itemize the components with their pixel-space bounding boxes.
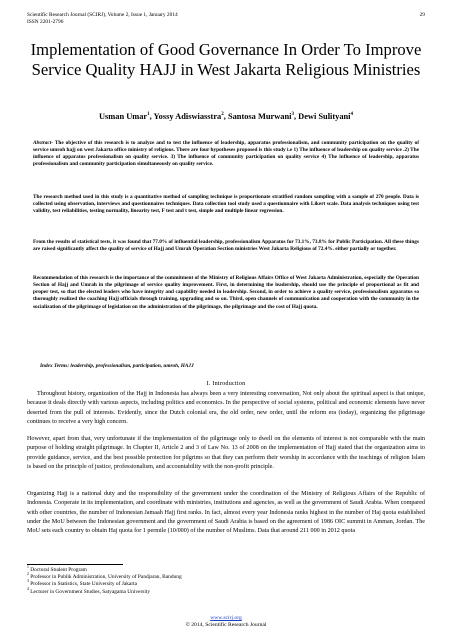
abstract-paragraph: The research method used in this study is a quantitative method of sampling technique is proportionate stratified random sampling with a sample of 270 people. Data is collected using observation, interviews and questionnaires techniques. Data collection tool study used a questionnaire with Likert scale. Data analysis techniques using test validity, test reliabilities, testing normality, linearity test, F test and t test, simple and multiple linear regression. <box>33 194 419 215</box>
body-paragraph: Organizing Hajj is a national duty and the responsibility of the government under the coordination of the Ministry of Religious Affairs of the Republic of Indonesia. Cooperate in its implementation, and coordinate with ministries, institutions and agencies, as well as the government of Saudi Arabia. When compared with other countries, the number of Indonesian Jamaah Hajj first ranks. In fact, almost every year Indonesia ranks highest in the number of Haj quota established under the MoU between the Indonesian government and the government of Saudi Arabia is based on the agreement of 1986 OIC summit in Amman, Jordan. The MoU sets each country to obtain Haj quota for 1 permile (10/000) of the number of Muslims. Data that around 211 000 in 2012 quota <box>27 491 425 535</box>
footnote-text: Doctoral Student Program <box>30 567 87 573</box>
footnotes <box>27 567 182 596</box>
author-mark: 1 <box>147 112 150 118</box>
journal-line: Scientific Research Journal (SCIRJ), Volume 2, Issue 1, January 2014 <box>27 12 178 18</box>
footnote-mark: 2 <box>27 572 29 577</box>
author-line: Usman Umar$^1$, Yossy Adiswiasstra$^2$, Santosa Murwani$^3$, Dewi Sulityani$^4$ <box>98 112 354 121</box>
copyright: © 2014, Scientific Research Journal <box>185 622 267 629</box>
abstract-paragraph <box>33 140 419 169</box>
footnote-divider <box>27 564 123 565</box>
footnote <box>27 581 182 588</box>
author-mark: 2 <box>221 112 224 118</box>
author-mark: 3 <box>291 112 294 118</box>
footnote-text: Professor in Publik Administration, University of Pandjaran, Bandung <box>30 574 182 581</box>
issn-line: ISSN 2201-2796 <box>27 19 64 25</box>
abstract-paragraph: From the results of statistical tests, it was found that 77.0% of influential leadership, professionalism Apparatus for 73.1%, 73.8% for Public Participation. All these things are raised significantly affect the quality of service of Hajj and Umrah Operation Section ministries West Jakarta Religious of 72.4%. either partially or together. <box>33 239 419 253</box>
abstract-paragraph: Recommendation of this research is the importance of the commitment of the Ministry of Religious Affairs Office of West Jakarta Administration, especially the Operation Section of Hajj and Umrah in the pilgrimage of service quality improvement. First, in determining the leadership, should use the principle of proportional as fit and proper test, so that the elected leaders who have integrity and capability needed in leadership. Second, in order to achieve a quality service, professionalism apparatus so thoroughly realized the coaching Hajj officials through training, upgrading and so on. Third, open channels of communication and cooperation with the community in the socialization of the pilgrimage of legislation on the administration of the pilgrimage, the pilgrimage and the cost of Hajj quota. <box>33 275 419 310</box>
footnote-mark: 4 <box>27 586 29 591</box>
author-mark: 4 <box>350 112 354 118</box>
body-paragraph: However, apart from that, very unfortunate if the implementation of the pilgrimage only to dwell on the elements of interest is not comparable with the main purpose of holding straight pilgrimage. In Chapter II, Article 2 and 3 of Law No. 13 of 2008 on the implementation of Hajj stated that the organization aims to provide guidance, service, and the best possible protection for pilgrims so that they can perform their worship in accordance with the teachings of religion Islam is based on the principle of justice, professionalism, and accountability with the non-profit principle. <box>27 436 425 470</box>
page-footer <box>0 615 452 630</box>
author-name: Yossy Adiswiasstra <box>153 112 222 121</box>
footnote-mark: 3 <box>27 579 29 584</box>
abstract-text: The objective of this research is to analyze and to test the influence of leadership, apparatus professionalism, and community participation on the quality of service umroh hajj on west Jakarta office ministry of religious. There are four hypotheses proposed is this study i.e 1) The influence of leadership on quality service .2) The influence of apparatus professionalism on quality service. 3) The influence of community participation on quality service 4) The influence of leadership, apparatus professionalism and community participation simultaneously on quality service. <box>33 140 419 168</box>
footnote <box>27 586 182 596</box>
section-heading: I. Introduction <box>206 380 246 387</box>
footnote-mark: 1 <box>27 565 29 570</box>
index-terms: Index Terms: leadership, professionalism, participation, umroh, HAJJ <box>40 363 194 369</box>
footnote-text: Professor in Statistics, State University of Jakarta <box>30 581 138 588</box>
page-number: 29 <box>419 12 425 18</box>
author-name: Usman Umar <box>98 112 148 121</box>
author-name: Dewi Sulityani <box>298 112 351 121</box>
body-paragraph: Throughout history, organization of the Hajj in Indonesia has always been a very interesting conversation, Not only about the spiritual aspect is that unique, because it deals directly with various aspects, including politics and economics. In the perspective of social systems, political and economic elements have never deserted from the pull of interests. Evidently, since the Dutch colonial era, the old order, new order, until the reform era (today), organizing the pilgrimage continues to receive a very high concern. <box>27 391 425 425</box>
author-name: Santosa Murwani <box>227 112 292 121</box>
paper-title: Implementation of Good Governance In Order To Improve Service Quality HAJJ in West Jakarta Religious Ministries <box>30 40 422 79</box>
abstract-lead: Abstract- <box>33 140 54 146</box>
journal-url-link[interactable]: www.scirj.org <box>210 615 242 621</box>
footnote-text: Lecturer in Government Studies, Satyagama University <box>30 588 151 595</box>
running-head <box>27 12 427 26</box>
